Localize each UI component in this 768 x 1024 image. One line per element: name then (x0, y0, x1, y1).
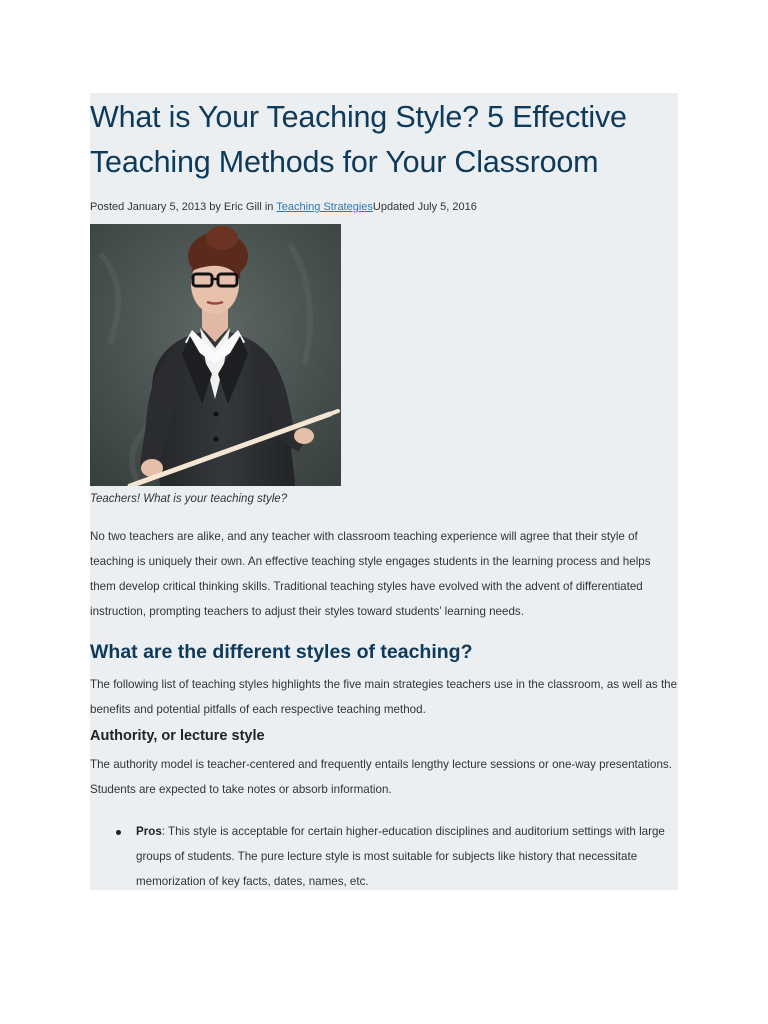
teacher-photo (90, 224, 341, 486)
subsection-paragraph: The authority model is teacher-centered and frequently entails lengthy lecture sessions or one-way presentations. Students are expected to take notes or absorb information. (90, 758, 672, 796)
article-title: What is Your Teaching Style? 5 Effective Teaching Methods for Your Classroom (90, 100, 627, 179)
article-panel (90, 93, 678, 890)
subsection-heading: Authority, or lecture style (90, 728, 265, 744)
section-paragraph: The following list of teaching styles highlights the five main strategies teachers use in the classroom, as well as the benefits and potential pitfalls of each respective teaching method. (90, 678, 678, 716)
list-item (90, 819, 678, 890)
post-meta-prefix: Posted January 5, 2013 by Eric Gill in (90, 201, 277, 213)
post-updated: Updated July 5, 2016 (372, 201, 477, 213)
pros-cons-list (90, 819, 678, 890)
section-heading: What are the different styles of teaching? (90, 641, 473, 663)
figure-caption: Teachers! What is your teaching style? (90, 493, 288, 505)
category-link[interactable]: Teaching Strategies (276, 201, 373, 213)
list-item-label: Pros (136, 825, 162, 838)
post-meta (90, 201, 477, 213)
bullet-icon (116, 830, 121, 835)
list-item-text: : This style is acceptable for certain higher-education disciplines and auditorium settings with large groups of students. The pure lecture style is most suitable for subjects like history that necessitate memorization of key facts, dates, names, etc. (136, 825, 665, 888)
intro-paragraph: No two teachers are alike, and any teacher with classroom teaching experience will agree that their style of teaching is uniquely their own. An effective teaching style engages students in the learning process and helps them develop critical thinking skills. Traditional teaching styles have evolved with the advent of differentiated instruction, prompting teachers to adjust their styles toward students’ learning needs. (90, 530, 651, 618)
